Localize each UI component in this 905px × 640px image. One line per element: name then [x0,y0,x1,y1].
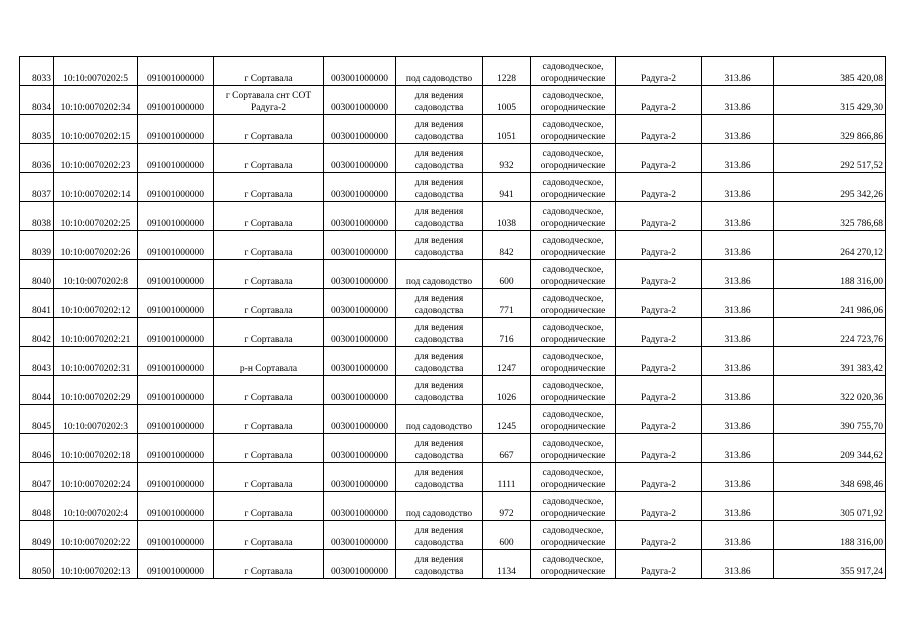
row-number-cell: 8035 [20,115,54,144]
oktmo-code-cell: 091001000000 [138,231,214,260]
address-cell: р-н Сортавала [214,347,324,376]
cadastral-number-cell: 10:10:0070202:26 [54,231,138,260]
cadastral-value-cell: 188 316,00 [774,521,886,550]
table-row [20,521,886,550]
oktmo-code-cell: 091001000000 [138,492,214,521]
code-cell: 003001000000 [324,550,396,579]
category-cell: садоводческое, огороднические [531,57,616,86]
category-cell: садоводческое, огороднические [531,521,616,550]
land-plots-table [19,56,886,579]
code-cell: 003001000000 [324,202,396,231]
territory-name-cell: Радуга-2 [616,173,702,202]
code-cell: 003001000000 [324,173,396,202]
territory-name-cell: Радуга-2 [616,550,702,579]
address-cell: г Сортавала [214,521,324,550]
area-cell: 941 [483,173,531,202]
row-number-cell: 8038 [20,202,54,231]
row-number-cell: 8041 [20,289,54,318]
address-cell: г Сортавала [214,550,324,579]
code-cell: 003001000000 [324,318,396,347]
area-cell: 771 [483,289,531,318]
table-row [20,318,886,347]
specific-value-cell: 313.86 [702,289,774,318]
category-cell: садоводческое, огороднические [531,173,616,202]
cadastral-number-cell: 10:10:0070202:8 [54,260,138,289]
permitted-use-cell: для ведения садоводства [396,231,483,260]
cadastral-value-cell: 329 866,86 [774,115,886,144]
permitted-use-cell: для ведения садоводства [396,202,483,231]
territory-name-cell: Радуга-2 [616,405,702,434]
row-number-cell: 8050 [20,550,54,579]
territory-name-cell: Радуга-2 [616,57,702,86]
cadastral-value-cell: 264 270,12 [774,231,886,260]
cadastral-value-cell: 224 723,76 [774,318,886,347]
specific-value-cell: 313.86 [702,86,774,115]
code-cell: 003001000000 [324,463,396,492]
cadastral-value-cell: 315 429,30 [774,86,886,115]
cadastral-number-cell: 10:10:0070202:29 [54,376,138,405]
permitted-use-cell: для ведения садоводства [396,521,483,550]
oktmo-code-cell: 091001000000 [138,550,214,579]
table-row [20,289,886,318]
cadastral-number-cell: 10:10:0070202:21 [54,318,138,347]
cadastral-value-cell: 390 755,70 [774,405,886,434]
cadastral-value-cell: 241 986,06 [774,289,886,318]
row-number-cell: 8033 [20,57,54,86]
area-cell: 667 [483,434,531,463]
permitted-use-cell: для ведения садоводства [396,550,483,579]
code-cell: 003001000000 [324,434,396,463]
territory-name-cell: Радуга-2 [616,434,702,463]
specific-value-cell: 313.86 [702,260,774,289]
specific-value-cell: 313.86 [702,347,774,376]
code-cell: 003001000000 [324,57,396,86]
permitted-use-cell: для ведения садоводства [396,144,483,173]
cadastral-value-cell: 325 786,68 [774,202,886,231]
oktmo-code-cell: 091001000000 [138,260,214,289]
row-number-cell: 8047 [20,463,54,492]
code-cell: 003001000000 [324,289,396,318]
permitted-use-cell: для ведения садоводства [396,115,483,144]
table-row [20,260,886,289]
address-cell: г Сортавала [214,57,324,86]
address-cell: г Сортавала [214,115,324,144]
specific-value-cell: 313.86 [702,318,774,347]
table-row [20,405,886,434]
area-cell: 600 [483,521,531,550]
territory-name-cell: Радуга-2 [616,86,702,115]
code-cell: 003001000000 [324,492,396,521]
cadastral-number-cell: 10:10:0070202:18 [54,434,138,463]
address-cell: г Сортавала [214,202,324,231]
territory-name-cell: Радуга-2 [616,202,702,231]
territory-name-cell: Радуга-2 [616,463,702,492]
cadastral-number-cell: 10:10:0070202:3 [54,405,138,434]
category-cell: садоводческое, огороднические [531,463,616,492]
territory-name-cell: Радуга-2 [616,144,702,173]
cadastral-number-cell: 10:10:0070202:4 [54,492,138,521]
address-cell: г Сортавала [214,173,324,202]
cadastral-value-cell: 355 917,24 [774,550,886,579]
area-cell: 1228 [483,57,531,86]
row-number-cell: 8045 [20,405,54,434]
category-cell: садоводческое, огороднические [531,347,616,376]
cadastral-number-cell: 10:10:0070202:24 [54,463,138,492]
permitted-use-cell: под садоводство [396,492,483,521]
permitted-use-cell: для ведения садоводства [396,289,483,318]
territory-name-cell: Радуга-2 [616,260,702,289]
specific-value-cell: 313.86 [702,492,774,521]
specific-value-cell: 313.86 [702,521,774,550]
category-cell: садоводческое, огороднические [531,492,616,521]
address-cell: г Сортавала [214,231,324,260]
address-cell: г Сортавала [214,492,324,521]
table-row [20,86,886,115]
oktmo-code-cell: 091001000000 [138,86,214,115]
oktmo-code-cell: 091001000000 [138,376,214,405]
territory-name-cell: Радуга-2 [616,231,702,260]
area-cell: 1005 [483,86,531,115]
specific-value-cell: 313.86 [702,115,774,144]
cadastral-number-cell: 10:10:0070202:22 [54,521,138,550]
address-cell: г Сортавала [214,260,324,289]
permitted-use-cell: для ведения садоводства [396,434,483,463]
oktmo-code-cell: 091001000000 [138,173,214,202]
category-cell: садоводческое, огороднические [531,405,616,434]
permitted-use-cell: для ведения садоводства [396,347,483,376]
cadastral-value-cell: 305 071,92 [774,492,886,521]
permitted-use-cell: для ведения садоводства [396,376,483,405]
specific-value-cell: 313.86 [702,463,774,492]
territory-name-cell: Радуга-2 [616,289,702,318]
code-cell: 003001000000 [324,347,396,376]
permitted-use-cell: под садоводство [396,260,483,289]
address-cell: г Сортавала [214,463,324,492]
cadastral-number-cell: 10:10:0070202:34 [54,86,138,115]
cadastral-number-cell: 10:10:0070202:31 [54,347,138,376]
cadastral-number-cell: 10:10:0070202:12 [54,289,138,318]
cadastral-value-cell: 188 316,00 [774,260,886,289]
specific-value-cell: 313.86 [702,231,774,260]
table-row [20,202,886,231]
oktmo-code-cell: 091001000000 [138,463,214,492]
address-cell: г Сортавала [214,434,324,463]
oktmo-code-cell: 091001000000 [138,289,214,318]
cadastral-number-cell: 10:10:0070202:14 [54,173,138,202]
category-cell: садоводческое, огороднические [531,289,616,318]
row-number-cell: 8037 [20,173,54,202]
table-row [20,231,886,260]
row-number-cell: 8040 [20,260,54,289]
code-cell: 003001000000 [324,405,396,434]
address-cell: г Сортавала [214,376,324,405]
area-cell: 1134 [483,550,531,579]
row-number-cell: 8034 [20,86,54,115]
row-number-cell: 8039 [20,231,54,260]
area-cell: 1245 [483,405,531,434]
specific-value-cell: 313.86 [702,376,774,405]
specific-value-cell: 313.86 [702,57,774,86]
specific-value-cell: 313.86 [702,202,774,231]
area-cell: 972 [483,492,531,521]
permitted-use-cell: для ведения садоводства [396,173,483,202]
table-row [20,434,886,463]
permitted-use-cell: под садоводство [396,405,483,434]
category-cell: садоводческое, огороднические [531,260,616,289]
territory-name-cell: Радуга-2 [616,318,702,347]
category-cell: садоводческое, огороднические [531,434,616,463]
code-cell: 003001000000 [324,521,396,550]
category-cell: садоводческое, огороднические [531,202,616,231]
specific-value-cell: 313.86 [702,405,774,434]
address-cell: г Сортавала [214,289,324,318]
oktmo-code-cell: 091001000000 [138,434,214,463]
territory-name-cell: Радуга-2 [616,115,702,144]
cadastral-number-cell: 10:10:0070202:5 [54,57,138,86]
row-number-cell: 8048 [20,492,54,521]
table-row [20,57,886,86]
row-number-cell: 8042 [20,318,54,347]
cadastral-value-cell: 209 344,62 [774,434,886,463]
category-cell: садоводческое, огороднические [531,318,616,347]
code-cell: 003001000000 [324,260,396,289]
cadastral-number-cell: 10:10:0070202:15 [54,115,138,144]
code-cell: 003001000000 [324,144,396,173]
territory-name-cell: Радуга-2 [616,376,702,405]
area-cell: 1051 [483,115,531,144]
code-cell: 003001000000 [324,115,396,144]
category-cell: садоводческое, огороднические [531,376,616,405]
cadastral-number-cell: 10:10:0070202:25 [54,202,138,231]
code-cell: 003001000000 [324,86,396,115]
table-row [20,463,886,492]
territory-name-cell: Радуга-2 [616,492,702,521]
cadastral-number-cell: 10:10:0070202:23 [54,144,138,173]
specific-value-cell: 313.86 [702,434,774,463]
row-number-cell: 8043 [20,347,54,376]
cadastral-value-cell: 295 342,26 [774,173,886,202]
area-cell: 1111 [483,463,531,492]
permitted-use-cell: для ведения садоводства [396,318,483,347]
oktmo-code-cell: 091001000000 [138,347,214,376]
oktmo-code-cell: 091001000000 [138,115,214,144]
oktmo-code-cell: 091001000000 [138,202,214,231]
cadastral-value-cell: 292 517,52 [774,144,886,173]
code-cell: 003001000000 [324,376,396,405]
code-cell: 003001000000 [324,231,396,260]
area-cell: 1038 [483,202,531,231]
address-cell: г Сортавала снт СОТ Радуга-2 [214,86,324,115]
oktmo-code-cell: 091001000000 [138,318,214,347]
permitted-use-cell: под садоводство [396,57,483,86]
address-cell: г Сортавала [214,405,324,434]
specific-value-cell: 313.86 [702,550,774,579]
category-cell: садоводческое, огороднические [531,231,616,260]
table-row [20,173,886,202]
area-cell: 716 [483,318,531,347]
cadastral-value-cell: 348 698,46 [774,463,886,492]
permitted-use-cell: для ведения садоводства [396,463,483,492]
cadastral-value-cell: 391 383,42 [774,347,886,376]
row-number-cell: 8044 [20,376,54,405]
address-cell: г Сортавала [214,144,324,173]
oktmo-code-cell: 091001000000 [138,144,214,173]
table-row [20,115,886,144]
row-number-cell: 8036 [20,144,54,173]
table-row [20,550,886,579]
specific-value-cell: 313.86 [702,144,774,173]
specific-value-cell: 313.86 [702,173,774,202]
row-number-cell: 8049 [20,521,54,550]
cadastral-number-cell: 10:10:0070202:13 [54,550,138,579]
cadastral-value-cell: 385 420,08 [774,57,886,86]
area-cell: 842 [483,231,531,260]
area-cell: 1247 [483,347,531,376]
cadastral-value-cell: 322 020,36 [774,376,886,405]
oktmo-code-cell: 091001000000 [138,521,214,550]
category-cell: садоводческое, огороднические [531,550,616,579]
territory-name-cell: Радуга-2 [616,347,702,376]
category-cell: садоводческое, огороднические [531,86,616,115]
category-cell: садоводческое, огороднические [531,115,616,144]
table-body [20,57,886,579]
table-row [20,144,886,173]
table-row [20,347,886,376]
table-row [20,376,886,405]
table-row [20,492,886,521]
oktmo-code-cell: 091001000000 [138,405,214,434]
category-cell: садоводческое, огороднические [531,144,616,173]
territory-name-cell: Радуга-2 [616,521,702,550]
area-cell: 600 [483,260,531,289]
area-cell: 932 [483,144,531,173]
area-cell: 1026 [483,376,531,405]
permitted-use-cell: для ведения садоводства [396,86,483,115]
oktmo-code-cell: 091001000000 [138,57,214,86]
row-number-cell: 8046 [20,434,54,463]
address-cell: г Сортавала [214,318,324,347]
